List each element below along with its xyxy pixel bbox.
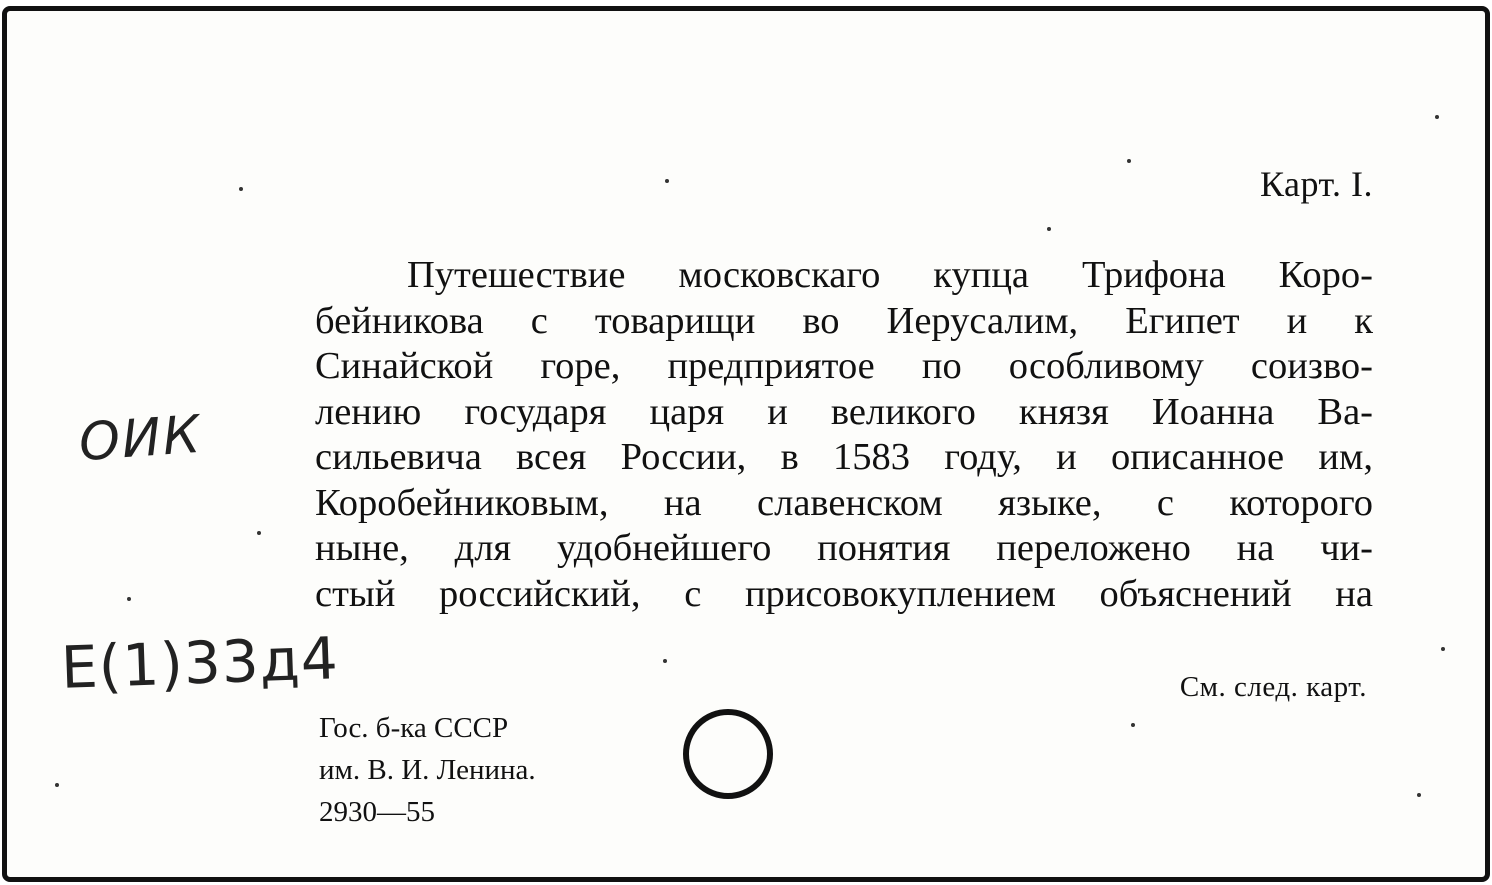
- library-imprint: [319, 707, 536, 833]
- body-line: бейникова с товарищи во Иерусалим, Египет и к: [315, 299, 1373, 342]
- catalog-card: [2, 6, 1490, 882]
- scan-speck: [55, 783, 59, 787]
- scan-speck: [239, 187, 243, 191]
- scan-speck: [1441, 647, 1445, 651]
- scan-speck: [1435, 115, 1439, 119]
- body-line: лению государя царя и великого князя Иоанна Ва-: [315, 390, 1373, 433]
- handwritten-collection-mark: ОИК: [77, 404, 204, 474]
- body-line: Путешествие московскаго купца Трифона Коро-: [407, 254, 1373, 296]
- scan-speck: [1417, 793, 1421, 797]
- scan-speck: [1047, 227, 1051, 231]
- body-line: ныне, для удобнейшего понятия переложено на чи-: [315, 527, 1373, 569]
- body-line: сильевича всея России, в 1583 году, и описанное им,: [315, 436, 1373, 478]
- card-number: Карт. I.: [1259, 164, 1373, 204]
- imprint-line: 2930—55: [319, 796, 435, 828]
- body-line: Коробейниковым, на славенском языке, с которого: [315, 481, 1373, 524]
- scan-speck: [663, 659, 667, 663]
- scan-speck: [1131, 723, 1135, 727]
- handwritten-shelf-mark: Е(1)33д4: [59, 624, 340, 702]
- imprint-line: Гос. б-ка СССР: [319, 712, 509, 744]
- punch-hole-circle: [683, 709, 773, 799]
- imprint-line: им. В. И. Ленина.: [319, 754, 536, 786]
- scan-speck: [127, 597, 131, 601]
- continued-note: См. след. карт.: [1179, 671, 1367, 703]
- scan-speck: [257, 531, 261, 535]
- scan-speck: [665, 179, 669, 183]
- card-body-text: [315, 253, 1373, 617]
- body-line: Синайской горе, предприятое по особливому соизво-: [315, 345, 1373, 387]
- body-line: стый российский, с присовокуплением объяснений на: [315, 572, 1373, 615]
- scan-speck: [1127, 159, 1131, 163]
